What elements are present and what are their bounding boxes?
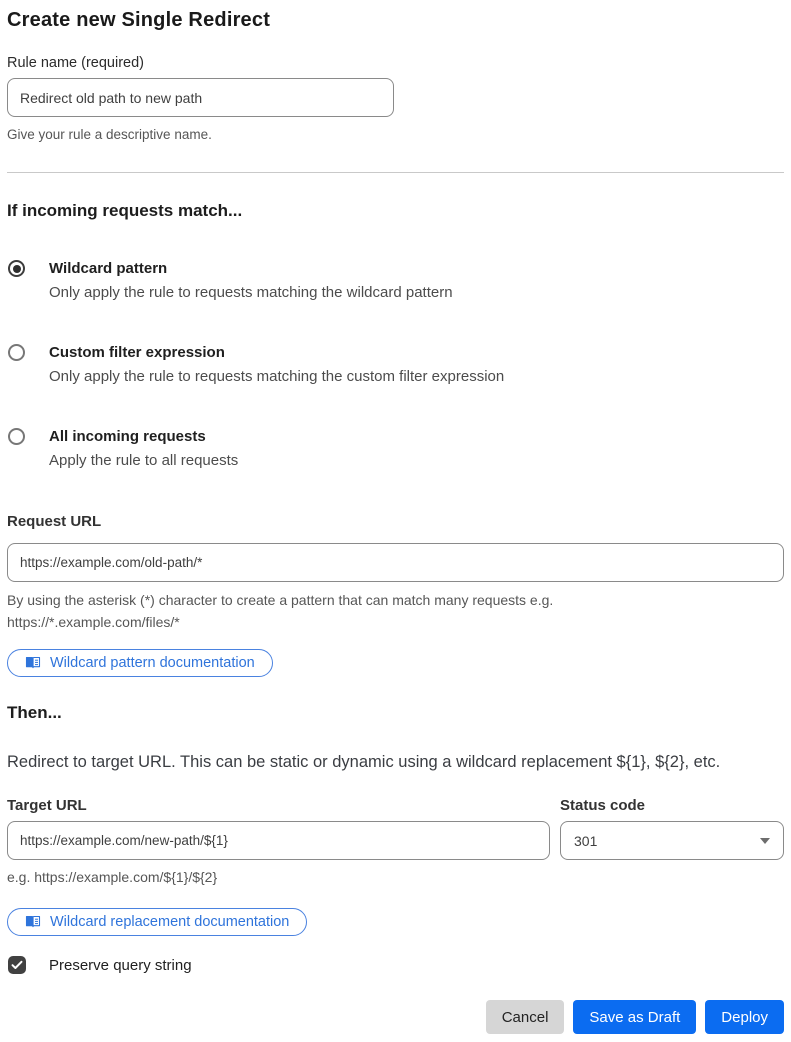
target-url-input[interactable] — [7, 821, 550, 860]
form-actions — [7, 1000, 784, 1034]
wildcard-pattern-docs-button[interactable] — [7, 649, 273, 677]
cancel-button[interactable]: Cancel — [486, 1000, 565, 1034]
open-book-icon — [25, 915, 41, 929]
section-divider — [7, 172, 784, 173]
radio-description: Only apply the rule to requests matching the wildcard pattern — [49, 284, 453, 301]
then-section-heading: Then... — [7, 703, 62, 722]
request-url-helper-line2: https://*.example.com/files/* — [7, 614, 180, 630]
radio-option-custom-filter[interactable] — [7, 341, 784, 389]
radio-selected-icon[interactable] — [8, 260, 25, 277]
chevron-down-icon — [760, 838, 770, 844]
preserve-query-string-row[interactable] — [7, 956, 784, 974]
radio-option-wildcard-pattern[interactable] — [7, 257, 784, 305]
rule-name-helper: Give your rule a descriptive name. — [7, 127, 212, 142]
status-code-label: Status code — [560, 797, 646, 814]
rule-name-input[interactable] — [7, 78, 394, 117]
request-url-block — [7, 513, 784, 677]
request-url-label: Request URL — [7, 513, 102, 530]
checkbox-checked-icon[interactable] — [8, 956, 26, 974]
doc-button-label: Wildcard replacement documentation — [50, 914, 290, 930]
deploy-button[interactable]: Deploy — [705, 1000, 784, 1034]
radio-unselected-icon[interactable] — [8, 344, 25, 361]
rule-name-label: Rule name (required) — [7, 55, 145, 71]
match-type-radio-group — [7, 257, 784, 473]
radio-description: Only apply the rule to requests matching the custom filter expression — [49, 368, 505, 385]
target-url-label: Target URL — [7, 797, 87, 814]
radio-label: All incoming requests — [49, 428, 206, 445]
preserve-query-string-label: Preserve query string — [49, 956, 192, 974]
target-and-status-row — [7, 797, 784, 888]
open-book-icon — [25, 656, 41, 670]
radio-option-all-requests[interactable] — [7, 425, 784, 473]
status-code-select[interactable] — [560, 821, 784, 860]
status-code-column — [560, 797, 784, 888]
target-url-helper: e.g. https://example.com/${1}/${2} — [7, 869, 218, 885]
request-url-input[interactable] — [7, 543, 784, 582]
page-title: Create new Single Redirect — [7, 9, 271, 31]
doc-button-label: Wildcard pattern documentation — [50, 655, 255, 671]
wildcard-replacement-docs-button[interactable] — [7, 908, 307, 936]
request-url-helper-line1: By using the asterisk (*) character to create a pattern that can match many requests e.g. — [7, 592, 554, 608]
save-as-draft-button[interactable]: Save as Draft — [573, 1000, 696, 1034]
match-section-heading: If incoming requests match... — [7, 201, 243, 220]
status-code-value: 301 — [574, 832, 598, 849]
request-url-helper — [7, 589, 784, 633]
radio-description: Apply the rule to all requests — [49, 452, 239, 469]
radio-label: Wildcard pattern — [49, 260, 168, 277]
radio-label: Custom filter expression — [49, 344, 225, 361]
radio-unselected-icon[interactable] — [8, 428, 25, 445]
target-url-column — [7, 797, 550, 888]
then-description: Redirect to target URL. This can be static or dynamic using a wildcard replacement ${1}, ${2}, etc. — [7, 753, 721, 771]
